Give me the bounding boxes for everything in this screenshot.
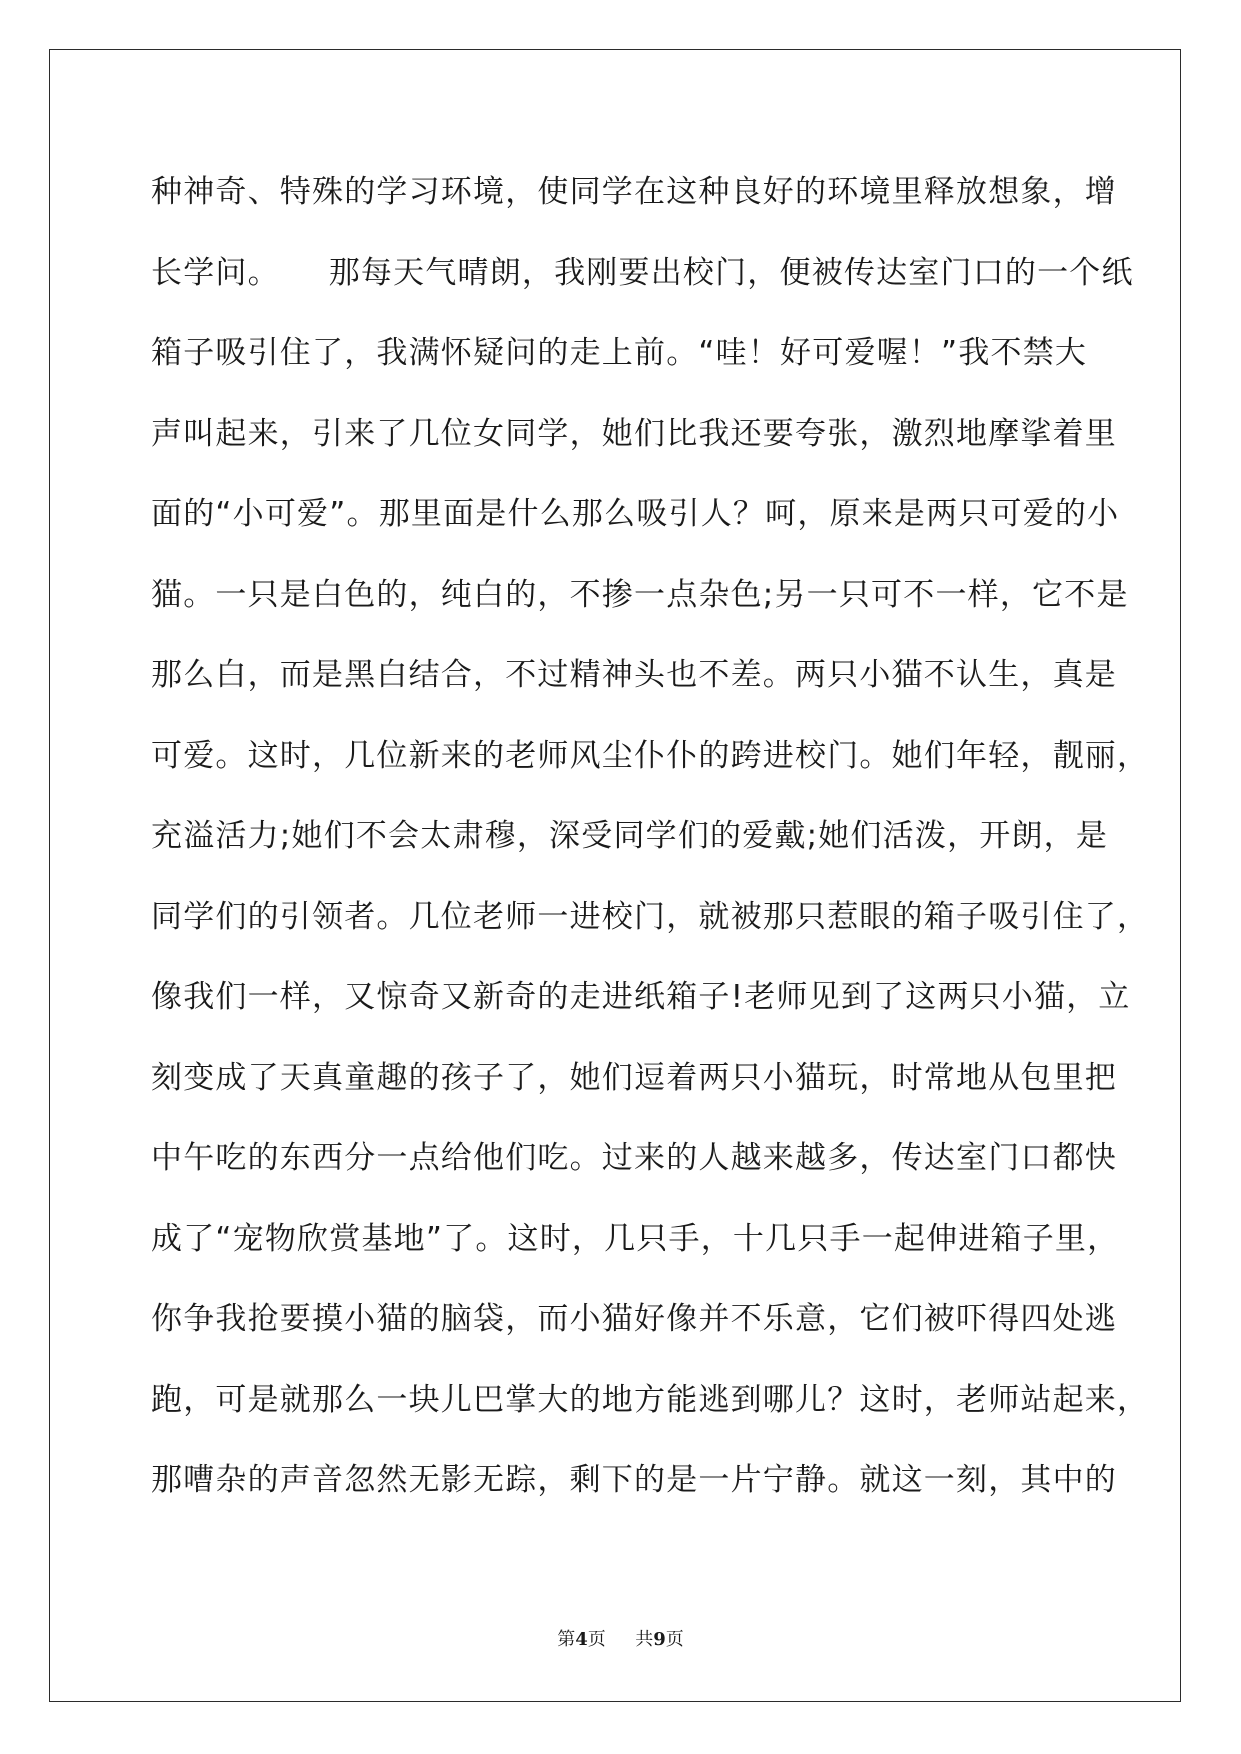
text-line: 你争我抢要摸小猫的脑袋，而小猫好像并不乐意，它们被吓得四处逃 [151, 1301, 1117, 1337]
total-pages-number: 9 [653, 1629, 666, 1650]
text-line: 猫。一只是白色的，纯白的，不掺一点杂色;另一只可不一样，它不是 [151, 576, 1129, 613]
page-number-footer [0, 1625, 1241, 1651]
text-line: 可爱。这时，几位新来的老师风尘仆仆的跨进校门。她们年轻，靓丽， [151, 737, 1150, 774]
page-prefix: 第 [557, 1629, 576, 1650]
total-suffix: 页 [665, 1629, 684, 1650]
text-line: 面的“小可爱”。那里面是什么那么吸引人？呵，原来是两只可爱的小 [151, 496, 1120, 532]
total-prefix: 共 [635, 1629, 654, 1650]
text-line: 成了“宠物欣赏基地”了。这时，几只手，十几只手一起伸进箱子里， [151, 1220, 1120, 1257]
text-line: 刻变成了天真童趣的孩子了，她们逗着两只小猫玩，时常地从包里把 [151, 1059, 1117, 1096]
text-line: 那嘈杂的声音忽然无影无踪，剩下的是一片宁静。就这一刻，其中的 [151, 1462, 1117, 1498]
text-line: 像我们一样，又惊奇又新奇的走进纸箱子!老师见到了这两只小猫，立 [151, 979, 1131, 1015]
text-line: 充溢活力;她们不会太肃穆，深受同学们的爱戴;她们活泼，开朗，是 [151, 818, 1109, 854]
text-line: 跑，可是就那么一块儿巴掌大的地方能逃到哪儿？这时，老师站起来， [151, 1381, 1150, 1418]
page-suffix: 页 [587, 1629, 606, 1650]
text-line: 声叫起来，引来了几位女同学，她们比我还要夸张，激烈地摩挲着里 [151, 415, 1117, 452]
document-body [151, 152, 1150, 1521]
text-line: 同学们的引领者。几位老师一进校门，就被那只惹眼的箱子吸引住了， [151, 898, 1150, 935]
text-line: 那么白，而是黑白结合，不过精神头也不差。两只小猫不认生，真是 [151, 657, 1117, 693]
text-line: 中午吃的东西分一点给他们吃。过来的人越来越多，传达室门口都快 [151, 1140, 1117, 1176]
text-line: 长学问。 那每天气晴朗，我刚要出校门，便被传达室门口的一个纸 [151, 254, 1134, 291]
current-page-number: 4 [575, 1629, 588, 1650]
text-line: 箱子吸引住了，我满怀疑问的走上前。“哇！好可爱喔！”我不禁大 [151, 335, 1088, 371]
text-line: 种神奇、特殊的学习环境，使同学在这种良好的环境里释放想象，增 [151, 174, 1117, 210]
